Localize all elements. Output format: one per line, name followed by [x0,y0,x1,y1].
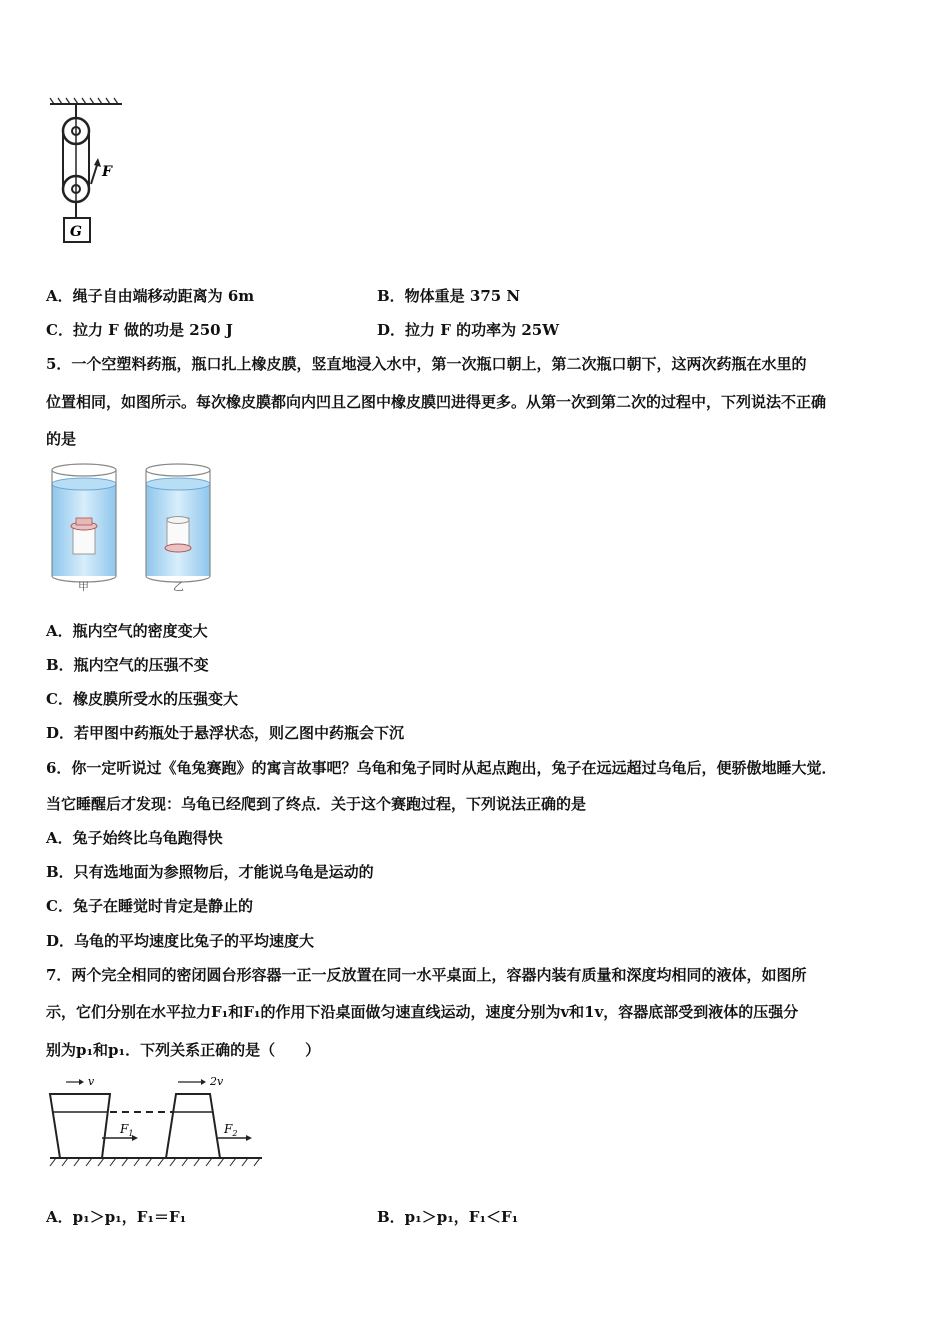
q7-stem-line-3: 别为p₁和p₁．下列关系正确的是（ ） [46,1041,321,1059]
q4-option-d[interactable]: D．拉力 F 的功率为 25W [377,321,560,339]
q6-stem-line-2: 当它睡醒后才发现：乌龟已经爬到了终点．关于这个赛跑过程，下列说法正确的是 [46,795,587,813]
q6-option-d[interactable]: D．乌龟的平均速度比兔子的平均速度大 [46,932,315,950]
q5-option-c[interactable]: C．橡皮膜所受水的压强变大 [46,690,238,708]
q4-option-a[interactable]: A．绳子自由端移动距离为 6m [46,287,255,305]
q6-option-b[interactable]: B．只有选地面为参照物后，才能说乌龟是运动的 [46,863,374,881]
label-jia: 甲 [78,580,89,593]
force-label: F [102,164,112,180]
q5-option-b[interactable]: B．瓶内空气的压强不变 [46,656,209,674]
f-right-label: $F_2$ [224,1122,238,1138]
containers-figure [46,1070,266,1174]
q6-option-a[interactable]: A．兔子始终比乌龟跑得快 [46,829,223,847]
q5-stem-line-1: 5．一个空塑料药瓶，瓶口扎上橡皮膜，竖直地浸入水中，第一次瓶口朝上，第二次瓶口朝下，这两次药瓶在水里的 [46,355,807,373]
q7-option-a[interactable]: A．p₁＞p₁，F₁＝F₁ [46,1208,187,1226]
weight-label: G [70,224,82,240]
q6-stem-line-1: 6．你一定听说过《龟兔赛跑》的寓言故事吧？乌龟和兔子同时从起点跑出，兔子在远远超过乌龟后，便骄傲地睡大觉． [46,759,837,777]
v-left-label: v [88,1075,95,1088]
q5-option-a[interactable]: A．瓶内空气的密度变大 [46,622,208,640]
q5-stem-line-3: 的是 [46,430,77,448]
v-right-label: 2v [210,1075,224,1088]
f-left-label: $F_1$ [120,1122,134,1138]
q6-option-c[interactable]: C．兔子在睡觉时肯定是静止的 [46,897,253,915]
q5-stem-line-2: 位置相同，如图所示。每次橡皮膜都向内凹且乙图中橡皮膜凹进得更多。从第一次到第二次的过程中，下列说法不正确 [46,393,827,411]
q5-option-d[interactable]: D．若甲图中药瓶处于悬浮状态，则乙图中药瓶会下沉 [46,724,405,742]
q7-stem-line-2: 示，它们分别在水平拉力F₁和F₁的作用下沿桌面做匀速直线运动，速度分别为v和1v，容器底部受到液体的压强分 [46,1003,799,1021]
pulley-figure [46,96,126,248]
q4-option-c[interactable]: C．拉力 F 做的功是 250 J [46,321,233,339]
q7-option-b[interactable]: B．p₁＞p₁，F₁＜F₁ [377,1208,519,1226]
q7-stem-line-1: 7．两个完全相同的密闭圆台形容器一正一反放置在同一水平桌面上，容器内装有质量和深度均相同的液体，如图所 [46,966,807,984]
q4-option-b[interactable]: B．物体重是 375 N [377,287,521,305]
beakers-figure [46,462,226,594]
label-yi: 乙 [173,580,184,593]
